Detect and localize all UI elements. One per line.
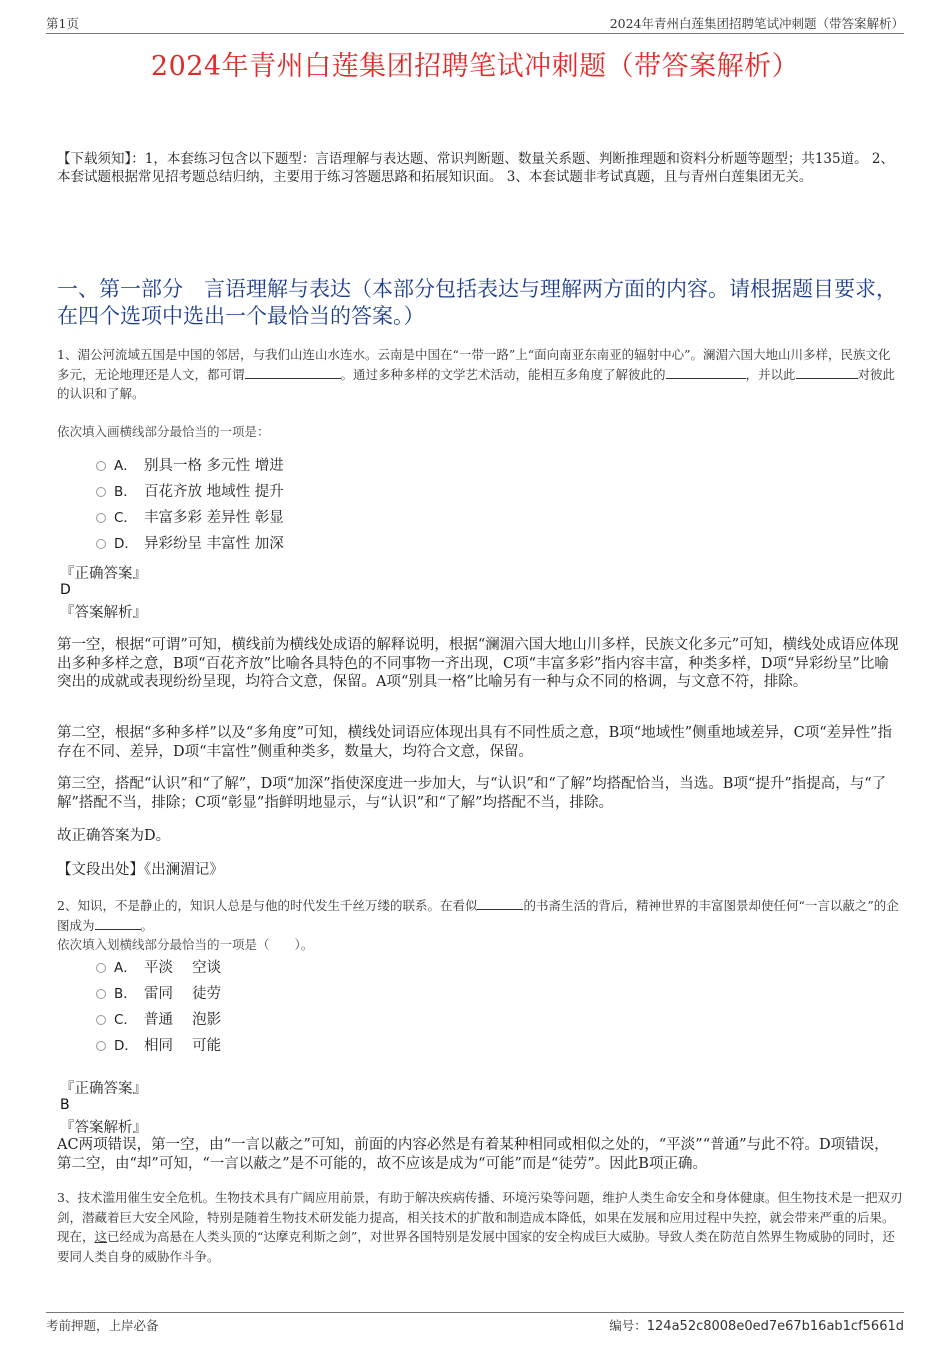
page-header bbox=[46, 14, 904, 34]
question-1-analysis-paragraph: 故正确答案为D。 bbox=[57, 828, 171, 844]
question-1-analysis-paragraph: 第三空，搭配“认识”和“了解”，D项“加深”指使深度进一步加大，与“认识”和“了解”均搭配恰当，当选。B项“提升”指提高，与“了解”搭配不当，排除；C项“彰显”指鲜明地显示，与“认识”和“了解”均搭配不当，排除。 bbox=[57, 776, 887, 811]
question-1-instruction: 依次填入画横线部分最恰当的一项是： bbox=[57, 424, 270, 439]
question-2-option-a[interactable]: A． 平淡 空谈 bbox=[96, 958, 221, 978]
question-2-option-c[interactable]: C． 普通 泡影 bbox=[96, 1010, 221, 1030]
blank bbox=[666, 366, 746, 379]
footer-slogan: 考前押题，上岸必备 bbox=[46, 1318, 159, 1333]
radio-icon[interactable] bbox=[96, 1015, 106, 1025]
radio-icon[interactable] bbox=[96, 539, 106, 549]
page-footer bbox=[46, 1312, 904, 1332]
question-1-analysis-paragraph: 第二空，根据“多种多样”以及“多角度”可知，横线处词语应体现出具有不同性质之意，B项“地域性”侧重地域差异，C项“差异性”指存在不同、差异，D项“丰富性”侧重种类多，数量大，均符合文意，保留。 bbox=[57, 725, 893, 760]
download-notice: 【下载须知】：1，本套练习包含以下题型：言语理解与表达题、常识判断题、数量关系题、判断推理题和资料分析题等题型；共135道。 2、本套试题根据常见招考题总结归纳，主要用于练习答题思路和拓展知识面。 3、本套试题非考试真题，且与青州白莲集团无关。 bbox=[57, 151, 894, 185]
radio-icon[interactable] bbox=[96, 487, 106, 497]
question-1-stem: 1、湄公河流域五国是中国的邻居，与我们山连山水连水。云南是中国在“一带一路”上“面向南亚东南亚的辐射中心”。澜湄六国大地山川多样，民族文化多元，无论地理还是人文，都可谓 。通过多种多样的文学艺术活动，能相互多角度了解彼此的 ，并以此 对彼此的认识和了解。 bbox=[57, 347, 896, 401]
radio-icon[interactable] bbox=[96, 989, 106, 999]
blank bbox=[245, 366, 341, 379]
question-2-option-b[interactable]: B． 雷同 徒劳 bbox=[96, 984, 221, 1004]
question-3-stem: 3、技术滥用催生安全危机。生物技术具有广阔应用前景，有助于解决疾病传播、环境污染等问题，维护人类生命安全和身体健康。但生物技术是一把双刃剑，潜藏着巨大安全风险，特别是随着生物技术研发能力提高，相关技术的扩散和制造成本降低，如果在发展和应用过程中失控，就会带来严重的后果。现在，这已经成为高悬在人类头顶的“达摩克利斯之剑”，对世界各国特别是发展中国家的安全构成巨大威胁。导致人类在防范自然界生物威胁的同时，还要同人类自身的威胁作斗争。 bbox=[57, 1190, 903, 1264]
question-2-answer: B bbox=[60, 1097, 70, 1113]
question-1-option-a[interactable]: A． 别具一格 多元性 增进 bbox=[96, 456, 284, 476]
document-title: 2024年青州白莲集团招聘笔试冲刺题（带答案解析） bbox=[150, 51, 800, 82]
question-2-analysis-label: 『答案解析』 bbox=[60, 1120, 147, 1136]
question-2-instruction: 依次填入划横线部分最恰当的一项是（ ）。 bbox=[57, 937, 314, 952]
question-1-answer: D bbox=[60, 582, 71, 598]
question-1-option-d[interactable]: D． 异彩纷呈 丰富性 加深 bbox=[96, 534, 284, 554]
header-doc-title: 2024年青州白莲集团招聘笔试冲刺题（带答案解析） bbox=[609, 16, 904, 31]
question-1-analysis-paragraph: 第一空，根据“可谓”可知，横线前为横线处成语的解释说明，根据“澜湄六国大地山川多样，民族文化多元”可知，横线处成语应体现出多种多样之意，B项“百花齐放”比喻各具特色的不同事物一齐出现，C项“丰富多彩”指内容丰富，种类多样，D项“异彩纷呈”比喻突出的成就或表现纷纷呈现，均符合文意，保留。A项“别具一格”比喻另有一种与众不同的格调，与文意不符，排除。 bbox=[57, 637, 899, 690]
question-2-answer-label: 『正确答案』 bbox=[60, 1081, 147, 1097]
radio-icon[interactable] bbox=[96, 461, 106, 471]
question-1-analysis-label: 『答案解析』 bbox=[60, 605, 147, 621]
radio-icon[interactable] bbox=[96, 513, 106, 523]
page-number: 第1页 bbox=[46, 16, 79, 31]
question-1-source: 【文段出处】《出澜湄记》 bbox=[57, 862, 224, 878]
question-2-option-d[interactable]: D． 相同 可能 bbox=[96, 1036, 221, 1056]
blank bbox=[477, 897, 523, 910]
question-2-stem: 2、知识，不是静止的，知识人总是与他的时代发生千丝万缕的联系。在看似 的书斋生活的背后，精神世界的丰富图景却使任何“一言以蔽之”的企图成为 。 bbox=[57, 898, 899, 933]
document-code: 编号：124a52c8008e0ed7e67b16ab1cf5661d bbox=[609, 1318, 904, 1334]
blank bbox=[95, 917, 141, 930]
question-2-analysis-paragraph: AC两项错误，第一空，由“一言以蔽之”可知，前面的内容必然是有着某种相同或相似之处的，“平淡”“普通”与此不符。D项错误，第二空，由“却”可知，“一言以蔽之”是不可能的，故不应该是成为“可能”而是“徒劳”。因此B项正确。 bbox=[57, 1137, 889, 1172]
section-heading: 一、第一部分 言语理解与表达（本部分包括表达与理解两方面的内容。请根据题目要求，在四个选项中选出一个最恰当的答案。） bbox=[57, 277, 897, 328]
radio-icon[interactable] bbox=[96, 963, 106, 973]
question-1-answer-label: 『正确答案』 bbox=[60, 566, 147, 582]
radio-icon[interactable] bbox=[96, 1041, 106, 1051]
question-1-option-b[interactable]: B． 百花齐放 地域性 提升 bbox=[96, 482, 284, 502]
blank bbox=[796, 366, 858, 379]
question-1-option-c[interactable]: C． 丰富多彩 差异性 彰显 bbox=[96, 508, 284, 528]
